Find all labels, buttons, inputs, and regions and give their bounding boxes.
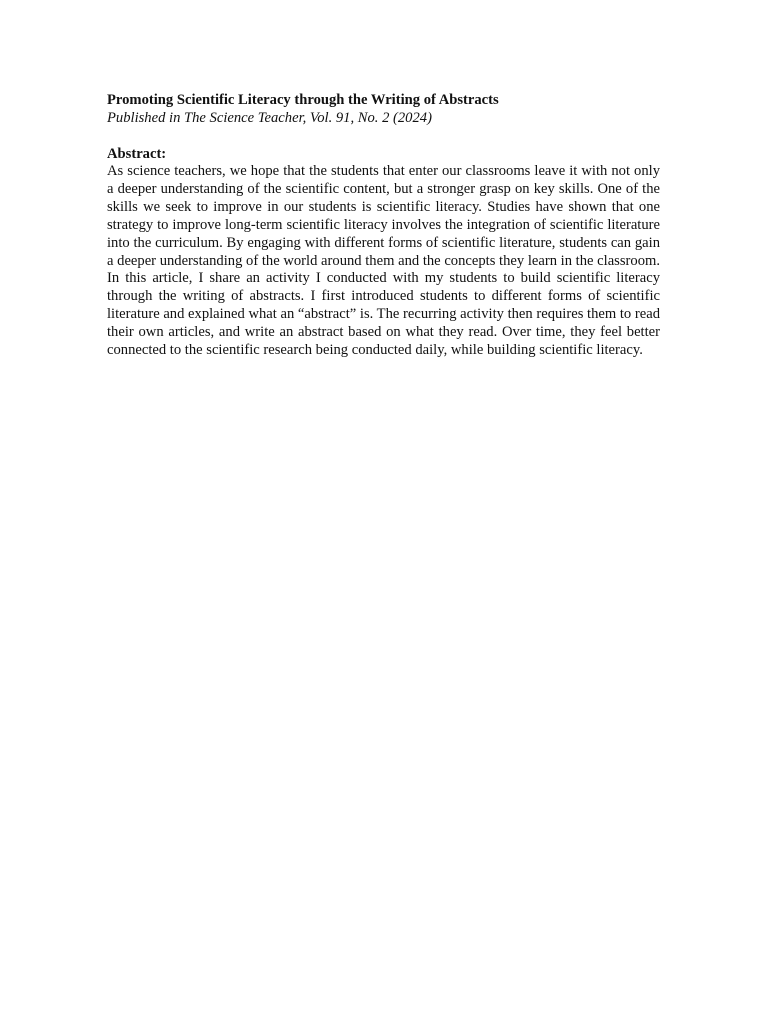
paper-title: Promoting Scientific Literacy through the Writing of Abstracts: [107, 92, 499, 108]
abstract-heading: Abstract:: [107, 146, 167, 162]
abstract-body: As science teachers, we hope that the students that enter our classrooms leave it with not only a deeper understanding of the scientific content, but a stronger grasp on key skills. One of the skills we seek to improve in our students is scientific literacy. Studies have shown that one strategy to improve long-term scientific literacy involves the integration of scientific literature into the curriculum. By engaging with different forms of scientific literature, students can gain a deeper understanding of the world around them and the concepts they learn in the classroom. In this article, I share an activity I conducted with my students to build scientific literacy through the writing of abstracts. I first introduced students to different forms of scientific literature and explained what an “abstract” is. The recurring activity then requires them to read their own articles, and write an abstract based on what they read. Over time, they feel better connected to the scientific research being conducted daily, while building scientific literacy.: [107, 163, 660, 359]
document-page: [107, 91, 660, 360]
publication-citation: Published in The Science Teacher, Vol. 91, No. 2 (2024): [107, 110, 432, 126]
